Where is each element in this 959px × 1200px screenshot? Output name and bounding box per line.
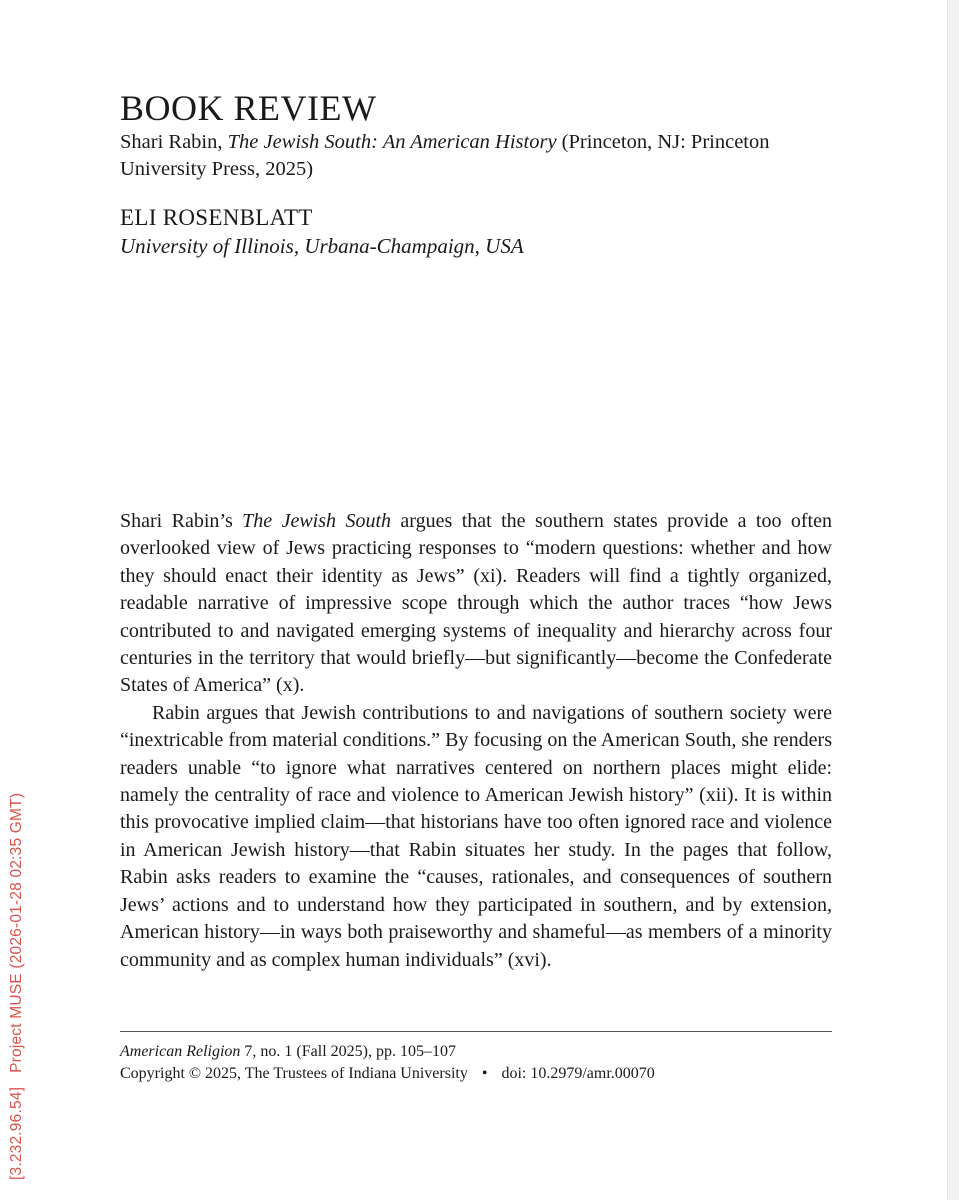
separator-bullet: • [481,1065,488,1082]
copyright-notice: Copyright © 2025, The Trustees of Indiana University [120,1065,468,1082]
paragraph-1-rest: argues that the southern states provide a too often overlooked view of Jews practicing responses to “modern questions: whether and how they should enact their identity as Jews” (xi). Readers will find a tightly organized, readable narrative of impressive scope through which the author traces “how Jews contributed to and navigated emerging systems of inequality and hierarchy across four centuries in the territory that would briefly—but significantly—become the Confederate States of America” (x). [120,510,832,697]
article-header [120,86,840,261]
page-edge [947,0,959,1200]
article-body [120,508,832,974]
journal-issue: 7, no. 1 (Fall 2025), pp. 105–107 [240,1043,456,1060]
reviewer-name: ELI ROSENBLATT [120,205,313,230]
paragraph-1-lead: Shari Rabin’s [120,510,243,532]
watermark-ip: [3.232.96.54] [8,1086,25,1180]
journal-name: American Religion [120,1043,241,1060]
access-watermark [8,793,26,1180]
doi-text: doi: 10.2979/amr.00070 [501,1065,655,1082]
copyright-line [120,1063,832,1085]
paragraph-2: Rabin argues that Jewish contributions to and navigations of southern society were “inextricable from material conditions.” By focusing on the American South, she renders readers unable “to ignore what narratives centered on northern places might elide: namely the centrality of race and violence to American Jewish history” (xii). It is within this provocative implied claim—that historians have too often ignored race and violence in American Jewish history—that Rabin situates her study. In the pages that follow, Rabin asks readers to examine the “causes, rationales, and consequences of southern Jews’ actions and to understand how they participated in southern, and by extension, American history—in ways both praiseworthy and shameful—as members of a minority community and as complex human individuals” (xvi). [120,701,832,971]
paragraph-1 [120,508,832,700]
citation-author: Shari Rabin, [120,131,228,153]
footer-rule [120,1031,832,1032]
citation-publisher: (Princeton, NJ: Princeton University Press, 2025) [120,131,770,180]
paragraph-1-book-title: The Jewish South [242,510,392,532]
page-footer [120,1031,832,1085]
watermark-source: Project MUSE (2026-01-28 02:35 GMT) [8,792,25,1073]
citation-book-title: The Jewish South: An American History [227,131,557,153]
journal-citation [120,1041,832,1063]
book-citation [120,129,840,183]
section-label: BOOK REVIEW [120,88,377,128]
reviewer-affiliation: University of Illinois, Urbana-Champaign, USA [120,234,524,258]
